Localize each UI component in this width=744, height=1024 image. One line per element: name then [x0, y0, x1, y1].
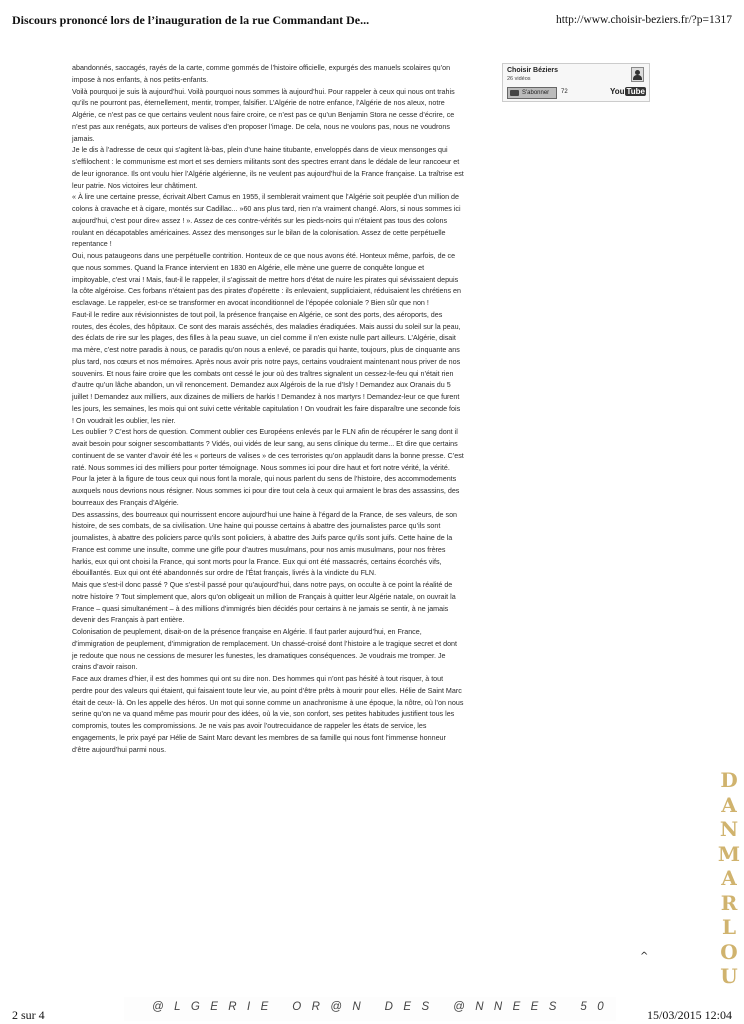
paragraph: Mais que s’est-il donc passé ? Que s’est-il passé pour qu’aujourd’hui, dans notre pays, on occulte à ce point la réalité de notre histoire ? Tout simplement que, alors qu’on obligeait un million de Français à quitter leur Algérie natale, on ouvrait la France – quasi simultanément – à des millions d’immigrés bien décidés pour certains à ne jamais se sentir, à ne jamais devenir des Français à part entière. [72, 581, 456, 625]
watermark-letter: R [720, 890, 738, 915]
scroll-to-top-icon[interactable]: ^ [640, 951, 649, 962]
paragraph: Faut-il le redire aux révisionnistes de tout poil, la présence française en Algérie, ce sont des ports, des aéroports, des routes, des écoles, des hôpitaux. Ce sont des marais asséchés, des maladies éradiquées. Mais aussi du soleil sur la peau, des éclats de rire sur les plages, des filles à la peau suave, un ciel comme il n’en existe nulle part ailleurs. L’Algérie, disait ma mère, c’est notre paradis à nous, ce paradis qu’on nous a enlevé, ce paradis qui hante, toujours, plus de cinquante ans plus tard, nos cœurs et nos mémoires. Après nous avoir pris notre pays, certains voudraient maintenant nous priver de nos souvenirs. Et nous faire croire que les combats ont cessé le jour où des traîtres signalent un cessez-le-feu qui n’était rien d’autre qu’un lâche abandon, un vil renoncement. Demandez aux Algérois de la rue d’Isly ! Demandez aux Oranais du 5 juillet ! Demandez aux milliers, aux dizaines de milliers de harkis ! Demandez à nos martyrs ! Demandez-leur ce que furent les jours, les semaines, les mois qui ont suivi cette véritable capitulation ! On voudrait les faire disparaître une seconde fois ! On voudrait les oublier, les nier. [72, 310, 461, 425]
paragraph: Des assassins, des bourreaux qui nourrissent encore aujourd’hui une haine à l’égard de la France, de ses valeurs, de son histoire, de ses combats, de sa civilisation. Une haine qui pousse certains à abattre des journalistes parce qu’ils sont journalistes, à abattre des policiers parce qu’ils sont policiers, à abattre des Juifs parce qu’ils sont juifs. Cette haine de la France est comme une insulte, comme une gifle pour d’autres musulmans, pour nos amis musulmans, pour nos frères harkis, eux qui ont choisi la France, qui sont morts pour la France. Eux qui ont été massacrés, certains écorchés vifs, ébouillantés. Eux qui ont été abandonnés sur ordre de l’État français, livrés à la vindicte du FLN. [72, 510, 458, 578]
page-url[interactable]: http://www.choisir-beziers.fr/?p=1317 [555, 14, 732, 26]
youtube-logo-tube: Tube [626, 87, 645, 96]
paragraph: Les oublier ? C’est hors de question. Comment oublier ces Européens enlevés par le FLN afin de récupérer le sang dont il avait besoin pour soigner sescombattants ? Vidés, oui vidés de leur sang, au sens clinique du terme... Et dire que certains continuent de se vanter d’avoir été les « porteurs de valises » de ces terroristes qu’on applaudit dans la bonne presse. C’est raté. Nous sommes ici des milliers pour porter témoignage. Nous sommes ici pour dire haut et fort notre vérité, la vérité. Pour la jeter à la figure de tous ceux qui nous font la morale, qui nous parlent du sens de l’histoire, des accommodements auxquels nous devrions nous résigner. Nous sommes ici pour dire tout cela à ceux qui armaient le bras des assassins, des bourreaux des Français d’Algérie. [72, 428, 464, 507]
watermark-letter: U [720, 964, 738, 988]
watermark-letter: L [721, 915, 737, 939]
paragraph: Face aux drames d’hier, il est des hommes qui ont su dire non. Des hommes qui n’ont pas hésité à tout risquer, à tout perdre pour des valeurs qui étaient, qui faisaient toute leur vie, au point d’être prêts à mourir pour elles. Hélie de Saint Marc était de ceux- là. On les appelle des héros. Un mot qui sonne comme un anachronisme à une époque, la nôtre, où l’on nous serine qu’on ne va quand même pas mourir pour des idées, où la vie, son confort, ses petites habitudes justifient tous les compromis, toutes les compromissions. Je ne vais pas avoir l’outrecuidance de rappeler les états de service, les engagements, le prix payé par Hélie de Saint Marc devant les membres de sa famille qui nous font l’immense honneur d’être aujourd’hui parmi nous. [72, 675, 464, 754]
footer-banner: @LGERIE OR@N DES @NNEES 50 [152, 1001, 614, 1013]
paragraph: Voilà pourquoi je suis là aujourd’hui. Voilà pourquoi nous sommes là aujourd’hui. Pour rappeler à ceux qui nous ont trahis qu’ils ne pourront pas, éternellement, mentir, tromper, falsifier. L’Algérie de notre enfance, l’Algérie de nos aïeux, notre Algérie, ce n’est pas ce que certains veulent nous faire croire, ce n’est pas ce qu’un Benjamin Stora ne cesse d’écrire, ce n’est pas aux renégats, aux porteurs de valises d’en proposer l’image. De cela, nous ne voulons pas, nous ne voudrons jamais. [72, 87, 455, 143]
video-count: 26 vidéos [507, 76, 531, 82]
paragraph: Colonisation de peuplement, disait-on de la présence française en Algérie. Il faut parler aujourd’hui, en France, d’immigration de peuplement, d’immigration de remplacement. Un chassé-croisé dont l’histoire a le tragique secret et dont je redoute que nous ne cessions de mesurer les funestes, les dramatiques conséquences. Je voudrais me tromper. Je crains d’avoir raison. [72, 628, 457, 672]
paragraph: abandonnés, saccagés, rayés de la carte, comme gommés de l’histoire officielle, expurgés des manuels scolaires qu’on impose à nos enfants, à nos petits-enfants. [72, 64, 451, 84]
watermark-letter: M [717, 841, 741, 866]
youtube-logo-you: You [609, 87, 625, 96]
watermark-letter: A [721, 866, 737, 890]
print-timestamp: 15/03/2015 12:04 [646, 1008, 732, 1022]
youtube-channel-widget [502, 63, 650, 102]
subscribe-button[interactable]: S'abonner [507, 87, 557, 99]
page-number: 2 sur 4 [12, 1008, 45, 1022]
article-body [72, 63, 464, 756]
watermark [714, 768, 744, 989]
subscriber-count: 72 [561, 89, 568, 95]
watermark-letter: N [719, 817, 739, 841]
watermark-letter: O [720, 939, 738, 964]
page-title: Discours prononcé lors de l’inauguration de la rue Commandant De... [12, 13, 370, 27]
watermark-letter: D [720, 768, 738, 792]
paragraph: Je le dis à l’adresse de ceux qui s’agitent là-bas, plein d’une haine titubante, enveloppés dans de vieux mensonges qui s’effilochent : le communisme est mort et ses derniers militants sont des spectres errant dans le dédale de leur rancoeur et de leur ignorance. Ils ont voulu hier l’Algérie algérienne, ils ne veulent pas aujourd’hui de la France française. La traîtrise est leur patrie. Nos victoires leur châtiment. [72, 146, 464, 190]
channel-name[interactable]: Choisir Béziers [507, 67, 558, 74]
paragraph: « À lire une certaine presse, écrivait Albert Camus en 1955, il semblerait vraiment que l’Algérie soit peuplée d’un million de colons à cravache et à cigare, montés sur Cadillac... »60 ans plus tard, rien n’a vraiment changé. Alors, si nous sommes ici aujourd’hui, c’est pour dire« assez ! ». Assez de ces contre-vérités sur les pieds-noirs qui n’étaient pas tous des colons roulant en décapotables américaines. Assez des mensonges sur le bilan de la colonisation. Assez de cette perpétuelle repentance ! [72, 193, 461, 249]
avatar[interactable] [631, 67, 644, 82]
youtube-logo-icon[interactable] [610, 87, 646, 96]
paragraph: Oui, nous pataugeons dans une perpétuelle contrition. Honteux de ce que nous avons été. Honteux même, parfois, de ce que nous sommes. Quand la France intervient en 1830 en Algérie, elle mène une guerre de conquête longue et impitoyable, c’est vrai ! Mais, faut-il le rappeler, il s’agissait de mettre hors d’état de nuire les pirates qui sévissaient depuis la côte algéroise. Ces forbans n’étaient pas des pirates d’opérette : ils enlevaient, suppliciaient, réduisaient les chrétiens en esclavage. Le rappeler, est-ce se transformer en avocat inconditionnel de l’épopée coloniale ? Bien sûr que non ! [72, 252, 461, 307]
watermark-letter: A [721, 792, 737, 817]
